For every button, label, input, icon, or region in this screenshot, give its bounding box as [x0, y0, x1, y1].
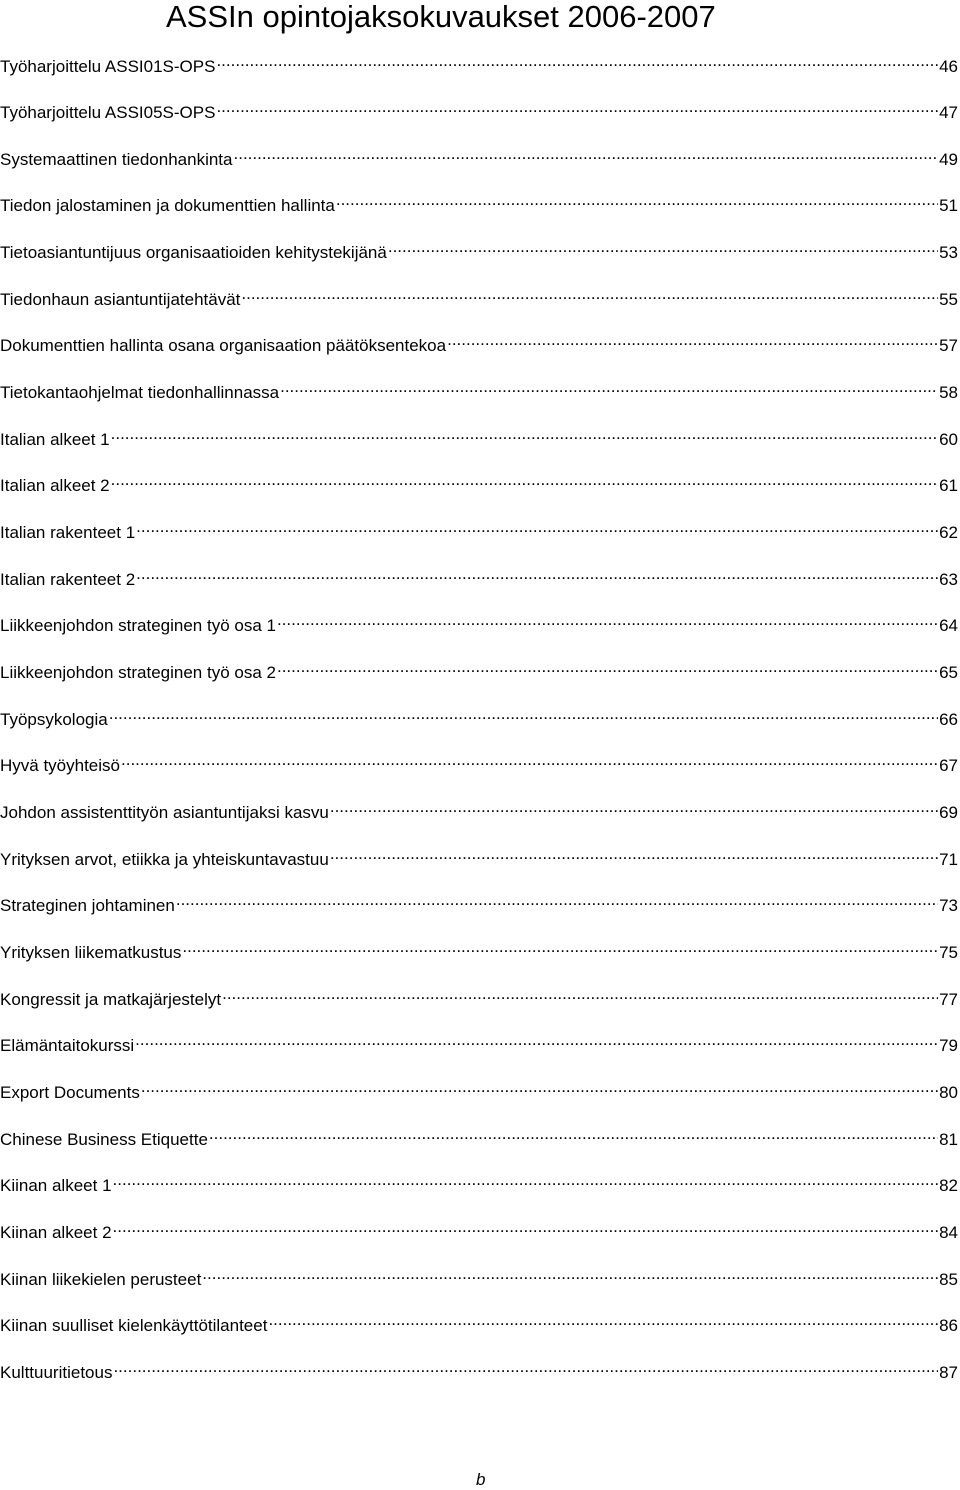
toc-entry[interactable]: [0, 1263, 958, 1289]
toc-leader-dots: [222, 983, 938, 1005]
toc-entry-page: 65: [939, 663, 958, 682]
toc-entry-title: Dokumenttien hallinta osana organisaation päätöksentekoa: [0, 336, 447, 355]
toc-entry[interactable]: [0, 189, 958, 215]
toc-entry-page: 73: [939, 896, 958, 915]
toc-entry[interactable]: [0, 423, 958, 449]
toc-entry[interactable]: [0, 749, 958, 775]
toc-entry-title: Yrityksen liikematkustus: [0, 943, 182, 962]
toc-entry-page: 77: [939, 990, 958, 1009]
toc-entry-title: Elämäntaitokurssi: [0, 1036, 135, 1055]
toc-entry-title: Tietoasiantuntijuus organisaatioiden kehitystekijänä: [0, 243, 387, 262]
toc-entry-page: 79: [939, 1036, 958, 1055]
toc-entry-title: Yrityksen arvot, etiikka ja yhteiskuntavastuu: [0, 850, 329, 869]
toc-entry-title: Työharjoittelu ASSI01S-OPS: [0, 57, 216, 76]
toc-entry-title: Italian alkeet 1: [0, 430, 110, 449]
toc-entry-page: 53: [939, 243, 958, 262]
toc-entry-page: 57: [939, 336, 958, 355]
toc-entry-page: 71: [939, 850, 958, 869]
toc-entry[interactable]: [0, 983, 958, 1009]
toc-leader-dots: [113, 1216, 939, 1238]
toc-entry[interactable]: [0, 1356, 958, 1382]
toc-entry-title: Export Documents: [0, 1083, 140, 1102]
toc-entry[interactable]: [0, 843, 958, 869]
toc-entry[interactable]: [0, 376, 958, 402]
toc-entry-title: Hyvä työyhteisö: [0, 756, 120, 775]
toc-entry[interactable]: [0, 516, 958, 542]
toc-leader-dots: [109, 703, 938, 725]
toc-entry-title: Liikkeenjohdon strateginen työ osa 1: [0, 616, 276, 635]
toc-entry-page: 49: [939, 150, 958, 169]
toc-leader-dots: [136, 563, 938, 585]
toc-entry-title: Tietokantaohjelmat tiedonhallinnassa: [0, 383, 280, 402]
toc-entry-title: Tiedonhaun asiantuntijatehtävät: [0, 290, 241, 309]
toc-entry-title: Liikkeenjohdon strateginen työ osa 2: [0, 663, 276, 682]
toc-leader-dots: [135, 1029, 938, 1051]
toc-entry-page: 86: [939, 1316, 958, 1335]
toc-entry-title: Kulttuuritietous: [0, 1363, 113, 1382]
toc-entry-title: Kiinan suulliset kielenkäyttötilanteet: [0, 1316, 268, 1335]
toc-entry-title: Kiinan liikekielen perusteet: [0, 1270, 202, 1289]
toc-leader-dots: [277, 656, 938, 678]
toc-entry-page: 67: [939, 756, 958, 775]
toc-entry[interactable]: [0, 563, 958, 589]
toc-leader-dots: [216, 50, 938, 72]
page-marker: b: [476, 1470, 486, 1489]
toc-leader-dots: [136, 516, 938, 538]
toc-leader-dots: [330, 796, 938, 818]
toc-leader-dots: [268, 1309, 938, 1331]
toc-leader-dots: [388, 236, 938, 258]
toc-entry[interactable]: [0, 50, 958, 76]
toc-entry[interactable]: [0, 936, 958, 962]
toc-entry-title: Systemaattinen tiedonhankinta: [0, 150, 233, 169]
toc-entry-title: Italian alkeet 2: [0, 476, 110, 495]
toc-entry-page: 60: [939, 430, 958, 449]
toc-entry-page: 63: [939, 570, 958, 589]
toc-entry-page: 87: [939, 1363, 958, 1382]
toc-leader-dots: [182, 936, 938, 958]
toc-entry-page: 82: [939, 1176, 958, 1195]
toc-leader-dots: [141, 1076, 938, 1098]
toc-entry-title: Italian rakenteet 1: [0, 523, 136, 542]
toc-leader-dots: [241, 283, 938, 305]
toc-entry[interactable]: [0, 703, 958, 729]
toc-leader-dots: [216, 96, 938, 118]
toc-entry-title: Kongressit ja matkajärjestelyt: [0, 990, 222, 1009]
toc-leader-dots: [113, 1356, 938, 1378]
toc-entry-page: 80: [939, 1083, 958, 1102]
toc-entry-title: Työpsykologia: [0, 710, 108, 729]
toc-entry[interactable]: [0, 329, 958, 355]
toc-entry-page: 51: [939, 196, 958, 215]
toc-entry[interactable]: [0, 1216, 958, 1242]
toc-entry[interactable]: [0, 469, 958, 495]
toc-entry-title: Italian rakenteet 2: [0, 570, 136, 589]
toc-entry-page: 55: [939, 290, 958, 309]
toc-entry-page: 66: [939, 710, 958, 729]
toc-leader-dots: [111, 423, 938, 445]
toc-leader-dots: [277, 609, 938, 631]
toc-entry-page: 47: [939, 103, 958, 122]
toc-entry-page: 62: [939, 523, 958, 542]
toc-entry[interactable]: [0, 96, 958, 122]
toc-entry[interactable]: [0, 656, 958, 682]
toc-leader-dots: [234, 143, 939, 165]
toc-leader-dots: [209, 1123, 938, 1145]
toc-entry-page: 84: [939, 1223, 958, 1242]
toc-entry-title: Johdon assistenttityön asiantuntijaksi kasvu: [0, 803, 329, 822]
toc-entry-page: 81: [939, 1130, 958, 1149]
page-title: ASSIn opintojaksokuvaukset 2006-2007: [166, 0, 716, 34]
toc-leader-dots: [447, 329, 938, 351]
toc-entry[interactable]: [0, 143, 958, 169]
toc-entry-page: 75: [939, 943, 958, 962]
toc-entry[interactable]: [0, 1169, 958, 1195]
toc-entry-page: 61: [939, 476, 958, 495]
toc-entry[interactable]: [0, 1309, 958, 1335]
toc-entry-page: 69: [939, 803, 958, 822]
toc-leader-dots: [336, 189, 938, 211]
toc-entry[interactable]: [0, 236, 958, 262]
toc-leader-dots: [330, 843, 938, 865]
toc-entry-title: Kiinan alkeet 2: [0, 1223, 112, 1242]
toc-entry-title: Kiinan alkeet 1: [0, 1176, 112, 1195]
toc-entry-page: 46: [939, 57, 958, 76]
toc-entry-title: Chinese Business Etiquette: [0, 1130, 208, 1149]
toc-entry[interactable]: [0, 283, 958, 309]
toc-leader-dots: [280, 376, 938, 398]
toc-entry[interactable]: [0, 1123, 958, 1149]
toc-entry-page: 85: [939, 1270, 958, 1289]
toc-leader-dots: [113, 1169, 939, 1191]
toc-entry[interactable]: [0, 609, 958, 635]
toc-entry[interactable]: [0, 796, 958, 822]
toc-leader-dots: [121, 749, 938, 771]
toc-leader-dots: [202, 1263, 938, 1285]
toc-entry-page: 64: [939, 616, 958, 635]
toc-entry-title: Työharjoittelu ASSI05S-OPS: [0, 103, 216, 122]
toc-entry[interactable]: [0, 889, 958, 915]
toc-entry[interactable]: [0, 1076, 958, 1102]
toc-entry-title: Strateginen johtaminen: [0, 896, 175, 915]
toc-entry[interactable]: [0, 1029, 958, 1055]
toc-entry-title: Tiedon jalostaminen ja dokumenttien hallinta: [0, 196, 335, 215]
toc-leader-dots: [111, 469, 938, 491]
toc-leader-dots: [176, 889, 938, 911]
toc-entry-page: 58: [939, 383, 958, 402]
